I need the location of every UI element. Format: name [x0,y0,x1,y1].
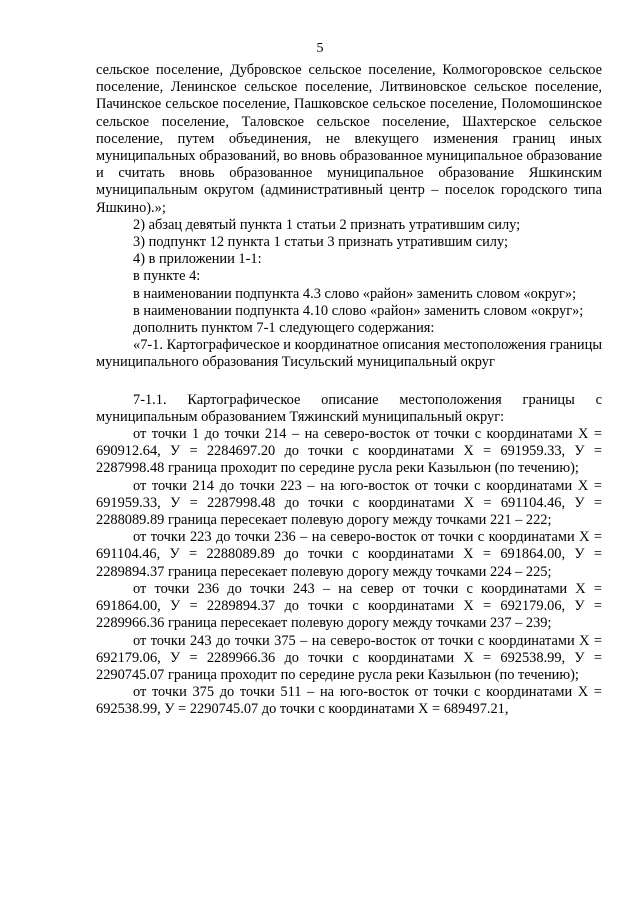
paragraph: 2) абзац девятый пункта 1 статьи 2 признать утратившим силу; [133,216,521,233]
paragraph: от точки 214 до точки 223 – на юго-восток от точки с координатами X = 691959.33, У = 2287998.48 до точки с координатами X = 691104.46, У = 2288089.89 граница пересекает полевую дорогу между точками 221 – 222; [96,477,602,529]
paragraph: сельское поселение, Дубровское сельское поселение, Колмогоровское сельское поселение, Ленинское сельское поселение, Литвиновское сельское поселение, Пачинское сельское поселение, Пашковское сельское поселение, Поломошинское сельское поселение, Таловское сельское поселение, Шахтерское сельское поселение, путем объединения, не влекущего изменения границ иных муниципальных образований, во вновь образованное муниципальное образование и считать вновь образованное муниципальное образование Яшкинским муниципальным округом (административный центр – поселок городского типа Яшкино).»; [96,62,602,216]
section-spacer [96,372,602,392]
paragraph: 4) в приложении 1-1: [133,251,262,268]
page-number: 5 [316,41,324,56]
paragraph: в наименовании подпункта 4.10 слово «район» заменить словом «округ»; [133,302,584,319]
paragraph: от точки 236 до точки 243 – на север от точки с координатами X = 691864.00, У = 2289894.37 до точки с координатами X = 692179.06, У = 2289966.36 граница пересекает полевую дорогу между точками 237 – 239; [96,580,602,632]
paragraph: в наименовании подпункта 4.3 слово «район» заменить словом «округ»; [133,285,577,302]
paragraph: 7-1.1. Картографическое описание местоположения границы с муниципальным образованием Тяжинский муниципальный округ: [96,391,602,425]
paragraph: от точки 375 до точки 511 – на юго-восток от точки с координатами X = 692538.99, У = 2290745.07 до точки с координатами X = 689497.21, [96,684,602,718]
amendments-block [96,62,602,372]
paragraph: от точки 1 до точки 214 – на северо-восток от точки с координатами X = 690912.64, У = 2284697.20 до точки с координатами X = 691959.33, У = 2287998.48 граница проходит по середине русла реки Казыльюн (по течению); [96,426,602,477]
boundary-description-block [96,392,602,719]
paragraph: 3) подпункт 12 пункта 1 статьи 3 признать утратившим силу; [133,234,508,251]
paragraph: «7-1. Картографическое и координатное описания местоположения границы муниципального образования Тисульский муниципальный округ [96,337,602,371]
document-body [96,62,602,719]
paragraph: дополнить пунктом 7-1 следующего содержания: [133,320,435,337]
paragraph: от точки 223 до точки 236 – на северо-восток от точки с координатами X = 691104.46, У = 2288089.89 до точки с координатами X = 691864.00, У = 2289894.37 граница пересекает полевую дорогу между точками 224 – 225; [96,529,602,580]
paragraph: от точки 243 до точки 375 – на северо-восток от точки с координатами X = 692179.06, У = 2289966.36 до точки с координатами X = 692538.99, У = 2290745.07 граница проходит по середине русла реки Казыльюн (по течению); [96,632,602,683]
paragraph: в пункте 4: [133,268,201,285]
